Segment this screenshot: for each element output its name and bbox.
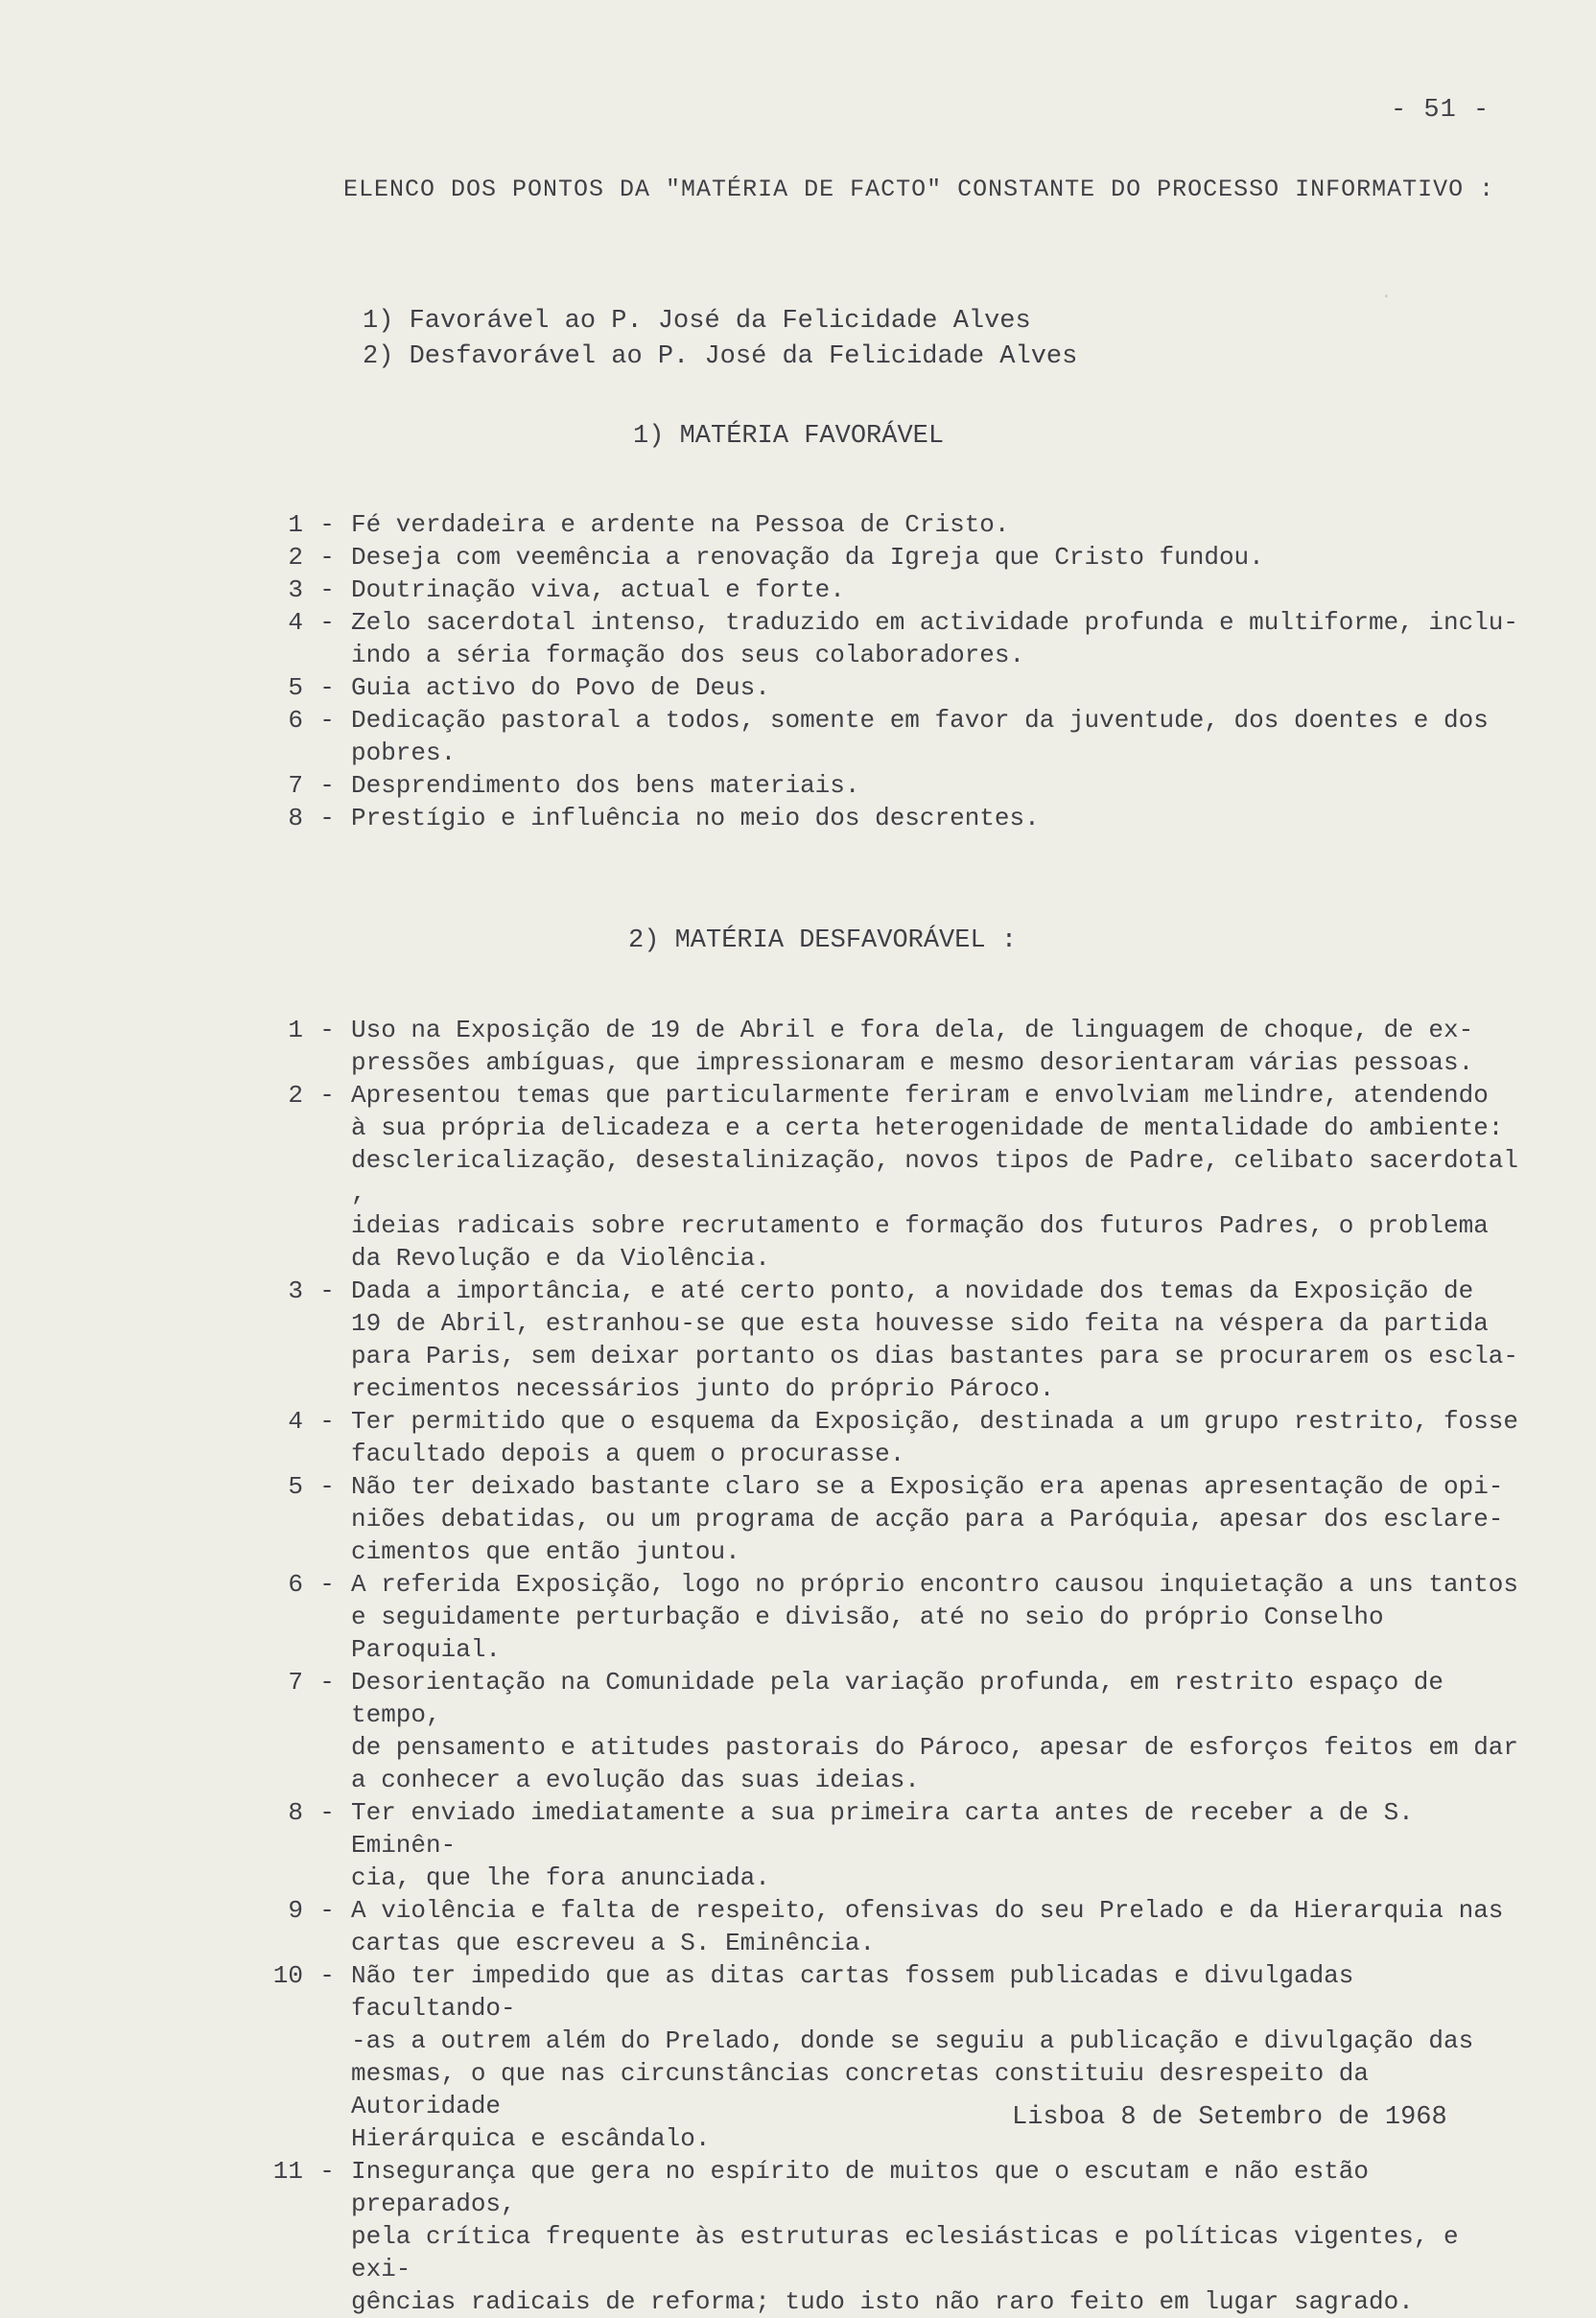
item-number: 1 [288, 510, 303, 539]
list-item: 8 - Ter enviado imediatamente a sua primeira carta antes de receber a de S. Eminên- cia, que lhe fora anunciada. [221, 1796, 1496, 1894]
section-unfavorable-title: 2) MATÉRIA DESFAVORÁVEL : [628, 926, 1018, 955]
item-number: 7 [288, 771, 303, 800]
item-number: 2 [288, 1081, 303, 1110]
item-number: 10 [272, 1961, 303, 1990]
item-text: Zelo sacerdotal intenso, traduzido em actividade profunda e multiforme, inclu- indo a séria formação dos seus colaboradores. [351, 608, 1518, 669]
item-text: Desprendimento dos bens materiais. [351, 771, 860, 800]
document-header: ELENCO DOS PONTOS DA "MATÉRIA DE FACTO" CONSTANTE DO PROCESSO INFORMATIVO : [343, 176, 1495, 203]
item-text: A violência e falta de respeito, ofensivas do seu Prelado e da Hierarquia nas cartas que escreveu a S. Eminência. [351, 1896, 1504, 1957]
party-unfavorable: 2) Desfavorável ao P. José da Felicidade Alves [363, 342, 1078, 371]
list-item: 4 - Ter permitido que o esquema da Exposição, destinada a um grupo restrito, fosse facultado depois a quem o procurasse. [221, 1405, 1496, 1470]
item-number: 5 [288, 673, 303, 702]
item-number: 6 [288, 1570, 303, 1599]
party-favorable: 1) Favorável ao P. José da Felicidade Alves [363, 307, 1031, 336]
item-number: 4 [288, 608, 303, 637]
list-item: 6 - A referida Exposição, logo no próprio encontro causou inquietação a uns tantos e seguidamente perturbação e divisão, até no seio do próprio Conselho Paroquial. [221, 1568, 1496, 1666]
item-number: 11 [272, 2157, 303, 2186]
list-item: 7 - Desprendimento dos bens materiais. [221, 769, 1496, 802]
item-text: A referida Exposição, logo no próprio encontro causou inquietação a uns tantos e seguidamente perturbação e divisão, até no seio do próprio Conselho Paroquial. [351, 1570, 1518, 1664]
list-item: 10 - Não ter impedido que as ditas cartas fossem publicadas e divulgadas facultando- -as a outrem além do Prelado, donde se seguiu a publicação e divulgação das mesmas, o que nas circunstâncias concretas constituiu desrespeito da Autoridade Hierárquica e escândalo. [221, 1959, 1496, 2155]
item-text: Ter enviado imediatamente a sua primeira carta antes de receber a de S. Eminên- cia, que lhe fora anunciada. [351, 1798, 1414, 1892]
item-text: Fé verdadeira e ardente na Pessoa de Cristo. [351, 510, 1010, 539]
favorable-items-list [221, 508, 1518, 834]
parties-list [363, 304, 1077, 375]
list-item: 7 - Desorientação na Comunidade pela variação profunda, em restrito espaço de tempo, de pensamento e atitudes pastorais do Pároco, apesar de esforços feitos em dar a conhecer a evolução das suas ideias. [221, 1666, 1496, 1796]
list-item: 5 - Não ter deixado bastante claro se a Exposição era apenas apresentação de opi- niões debatidas, ou um programa de acção para a Paróquia, apesar dos esclare- cimentos que então juntou. [221, 1470, 1496, 1568]
item-text: Deseja com veemência a renovação da Igreja que Cristo fundou. [351, 543, 1264, 572]
item-number: 5 [288, 1472, 303, 1501]
place-date-signature: Lisboa 8 de Setembro de 1968 [1012, 2103, 1447, 2132]
list-item: 1 - Fé verdadeira e ardente na Pessoa de Cristo. [221, 508, 1496, 541]
item-number: 3 [288, 575, 303, 604]
list-item: 11 - Insegurança que gera no espírito de muitos que o escutam e não estão preparados, pela crítica frequente às estruturas eclesiásticas e políticas vigentes, e exi- gências radicais de reforma; tudo isto não raro feito em lugar sagrado. [221, 2155, 1496, 2318]
item-number: 8 [288, 1798, 303, 1827]
item-text: Dada a importância, e até certo ponto, a novidade dos temas da Exposição de 19 de Abril, estranhou-se que esta houvesse sido feita na véspera da partida para Paris, sem deixar portanto os dias bastantes para se procurarem os escla- recimentos necessários junto do próprio Pároco. [351, 1276, 1518, 1403]
section-favorable-title: 1) MATÉRIA FAVORÁVEL [633, 422, 945, 451]
list-item: 1 - Uso na Exposição de 19 de Abril e fora dela, de linguagem de choque, de ex- pressões ambíguas, que impressionaram e mesmo desorientaram várias pessoas. [221, 1014, 1496, 1079]
item-text: Dedicação pastoral a todos, somente em favor da juventude, dos doentes e dos pobres. [351, 706, 1489, 767]
list-item: 6 - Dedicação pastoral a todos, somente em favor da juventude, dos doentes e dos pobres. [221, 704, 1496, 769]
item-text: Guia activo do Povo de Deus. [351, 673, 770, 702]
list-item: 3 - Dada a importância, e até certo ponto, a novidade dos temas da Exposição de 19 de Abril, estranhou-se que esta houvesse sido feita na véspera da partida para Paris, sem deixar portanto os dias bastantes para se procurarem os escla- recimentos necessários junto do próprio Pároco. [221, 1275, 1496, 1405]
item-text: Não ter deixado bastante claro se a Exposição era apenas apresentação de opi- niões debatidas, ou um programa de acção para a Paróquia, apesar dos esclare- cimentos que então juntou. [351, 1472, 1504, 1566]
list-item: 5 - Guia activo do Povo de Deus. [221, 671, 1496, 704]
item-number: 1 [288, 1016, 303, 1044]
item-text: Não ter impedido que as ditas cartas fossem publicadas e divulgadas facultando- -as a outrem além do Prelado, donde se seguiu a publicação e divulgação das mesmas, o que nas circunstâncias concretas constituiu desrespeito da Autoridade Hierárquica e escândalo. [351, 1961, 1474, 2153]
bleed-through-text: · [1381, 288, 1392, 307]
item-text: Ter permitido que o esquema da Exposição, destinada a um grupo restrito, fosse facultado depois a quem o procurasse. [351, 1407, 1518, 1468]
item-text: Prestígio e influência no meio dos descrentes. [351, 804, 1040, 832]
item-number: 6 [288, 706, 303, 735]
list-item: 2 - Apresentou temas que particularmente feriram e envolviam melindre, atendendo à sua própria delicadeza e a certa heterogenidade de mentalidade do ambiente: desclericalização, desestalinização, novos tipos de Padre, celibato sacerdotal , ideias radicais sobre recrutamento e formação dos futuros Padres, o problema da Revolução e da Violência. [221, 1079, 1496, 1275]
item-text: Insegurança que gera no espírito de muitos que o escutam e não estão preparados, pela crítica frequente às estruturas eclesiásticas e políticas vigentes, e exi- gências radicais de reforma; tudo isto não raro feito em lugar sagrado. [351, 2157, 1459, 2316]
item-number: 3 [288, 1276, 303, 1305]
item-text: Doutrinação viva, actual e forte. [351, 575, 845, 604]
list-item: 4 - Zelo sacerdotal intenso, traduzido em actividade profunda e multiforme, inclu- indo a séria formação dos seus colaboradores. [221, 606, 1496, 671]
item-text: Desorientação na Comunidade pela variação profunda, em restrito espaço de tempo, de pensamento e atitudes pastorais do Pároco, apesar de esforços feitos em dar a conhecer a evolução das suas ideias. [351, 1668, 1518, 1794]
item-text: Apresentou temas que particularmente feriram e envolviam melindre, atendendo à sua própria delicadeza e a certa heterogenidade de mentalidade do ambiente: desclericalização, desestalinização, novos tipos de Padre, celibato sacerdotal , ideias radicais sobre recrutamento e formação dos futuros Padres, o problema da Revolução e da Violência. [351, 1081, 1518, 1273]
item-number: 4 [288, 1407, 303, 1436]
list-item: 8 - Prestígio e influência no meio dos descrentes. [221, 802, 1496, 834]
page-number: - 51 - [1391, 96, 1490, 125]
item-number: 9 [288, 1896, 303, 1925]
list-item: 9 - A violência e falta de respeito, ofensivas do seu Prelado e da Hierarquia nas cartas que escreveu a S. Eminência. [221, 1894, 1496, 1959]
item-number: 7 [288, 1668, 303, 1697]
list-item: 3 - Doutrinação viva, actual e forte. [221, 574, 1496, 606]
item-number: 8 [288, 804, 303, 832]
item-text: Uso na Exposição de 19 de Abril e fora dela, de linguagem de choque, de ex- pressões ambíguas, que impressionaram e mesmo desorientaram várias pessoas. [351, 1016, 1474, 1077]
item-number: 2 [288, 543, 303, 572]
list-item: 2 - Deseja com veemência a renovação da Igreja que Cristo fundou. [221, 541, 1496, 574]
